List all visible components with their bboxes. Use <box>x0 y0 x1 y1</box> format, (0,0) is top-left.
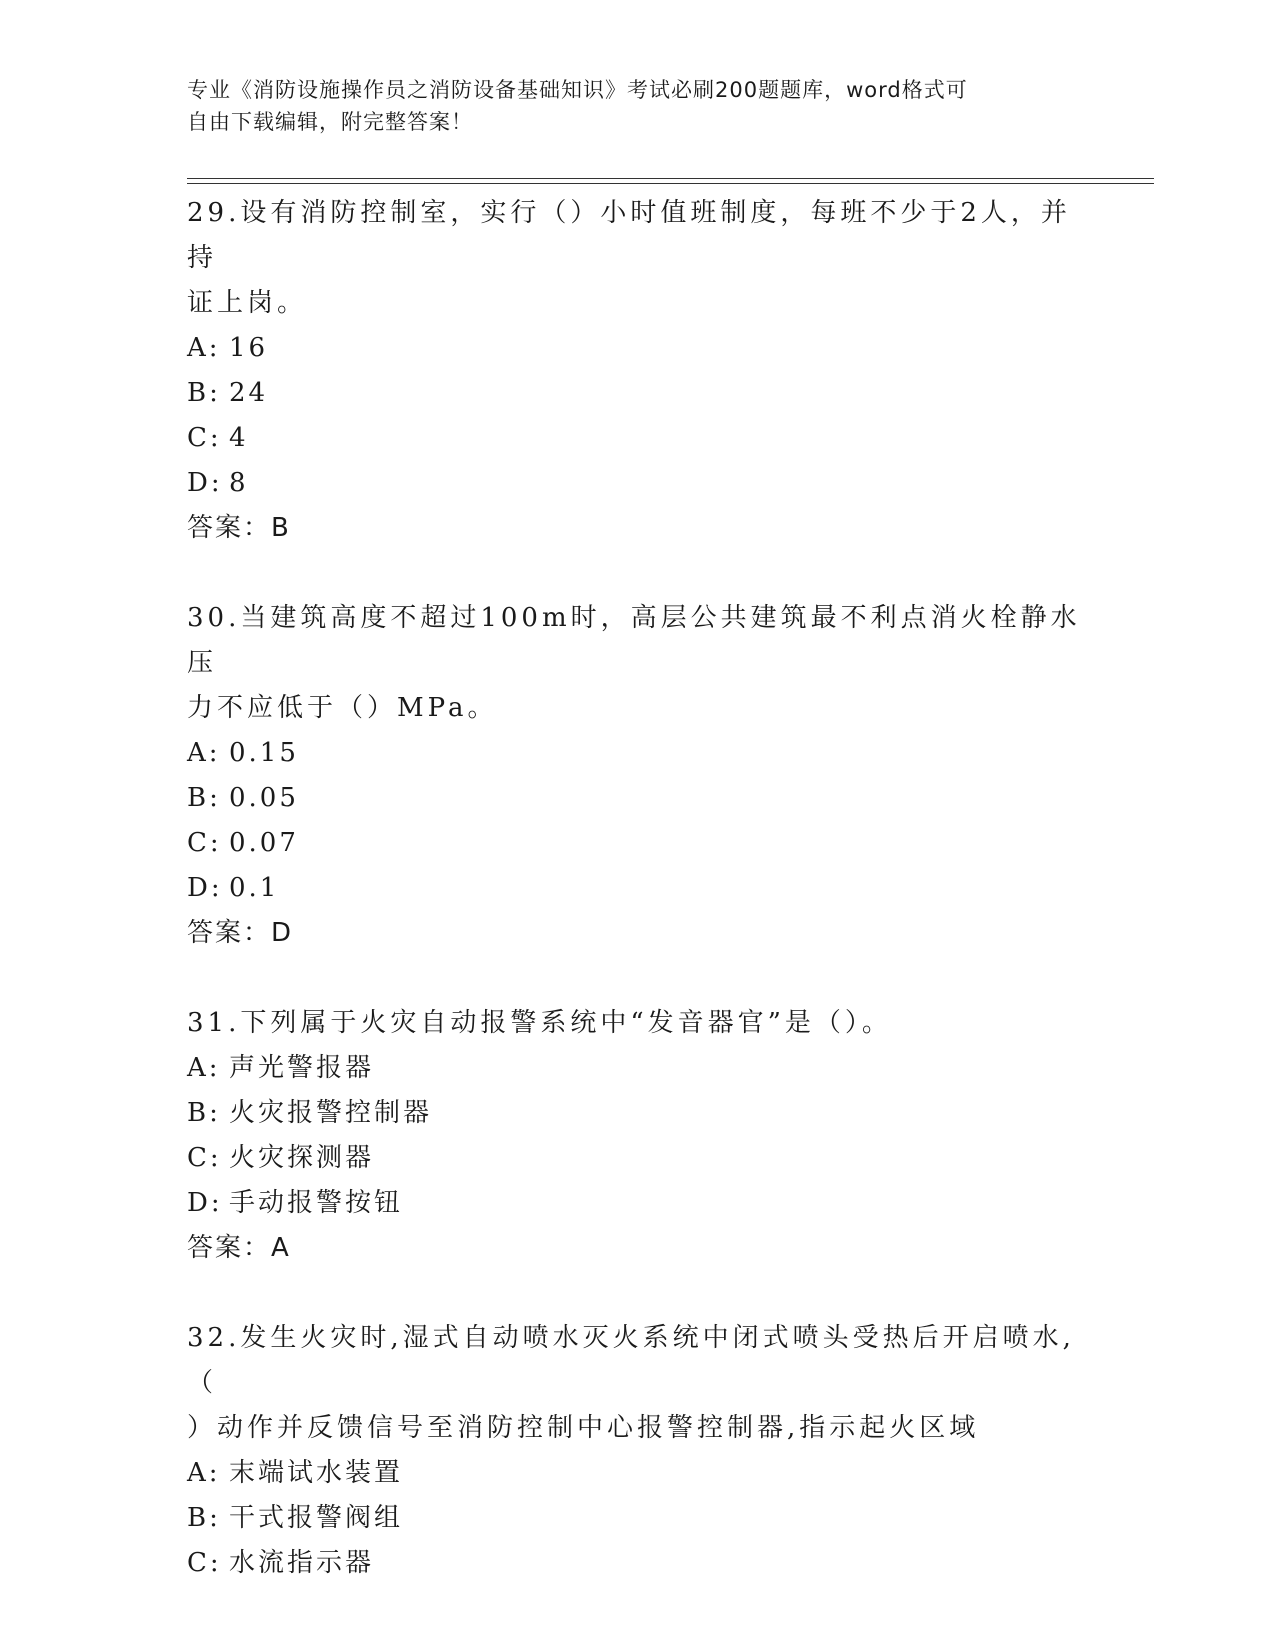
answer-value: B <box>271 513 291 543</box>
option-text: 0.07 <box>229 828 299 858</box>
option-letter: A: <box>187 738 221 768</box>
option-letter: D: <box>187 1188 223 1218</box>
option-text: 0.15 <box>229 738 299 768</box>
question-block <box>187 596 1087 956</box>
document-header <box>187 74 1067 138</box>
question-text: 力不应低于（）MPa。 <box>187 693 498 723</box>
option-row <box>187 1541 1087 1586</box>
option-text: 4 <box>229 423 249 453</box>
option-row <box>187 1046 1087 1091</box>
option-text: 火灾报警控制器 <box>229 1098 433 1128</box>
option-row <box>187 371 1087 416</box>
header-divider-top <box>187 178 1154 179</box>
answer-value: A <box>271 1233 291 1263</box>
option-letter: A: <box>187 1458 221 1488</box>
option-letter: C: <box>187 1143 222 1173</box>
option-letter: C: <box>187 423 222 453</box>
answer-line <box>187 911 1087 956</box>
option-row <box>187 1451 1087 1496</box>
option-text: 干式报警阀组 <box>229 1503 404 1533</box>
question-block <box>187 1001 1087 1271</box>
option-row <box>187 821 1087 866</box>
option-text: 16 <box>229 333 269 363</box>
header-divider-bottom <box>187 183 1154 184</box>
answer-label: 答案： <box>187 918 272 948</box>
option-row <box>187 326 1087 371</box>
question-list <box>187 191 1087 1631</box>
option-letter: D: <box>187 468 223 498</box>
option-letter: D: <box>187 873 223 903</box>
option-letter: A: <box>187 1053 221 1083</box>
question-text: ）动作并反馈信号至消防控制中心报警控制器,指示起火区域 <box>187 1413 980 1443</box>
header-line-2: 自由下载编辑，附完整答案！ <box>187 110 473 134</box>
option-row <box>187 866 1087 911</box>
question-text: 证上岗。 <box>187 288 308 318</box>
answer-line <box>187 1226 1087 1271</box>
question-block <box>187 1316 1087 1586</box>
option-row <box>187 1136 1087 1181</box>
option-row <box>187 1181 1087 1226</box>
option-letter: C: <box>187 1548 222 1578</box>
option-text: 水流指示器 <box>229 1548 375 1578</box>
header-line-1: 专业《消防设施操作员之消防设备基础知识》考试必刷200题题库，word格式可 <box>187 78 968 102</box>
question-text: 30.当建筑高度不超过100m时，高层公共建筑最不利点消火栓静水压 <box>187 603 1081 678</box>
answer-label: 答案： <box>187 513 272 543</box>
option-letter: B: <box>187 1503 221 1533</box>
option-text: 声光警报器 <box>229 1053 375 1083</box>
option-row <box>187 1091 1087 1136</box>
option-text: 0.1 <box>229 873 280 903</box>
answer-label: 答案： <box>187 1233 272 1263</box>
question-text: 31.下列属于火灾自动报警系统中“发音器官”是（）。 <box>187 1008 892 1038</box>
option-text: 24 <box>229 378 269 408</box>
question-text: 29.设有消防控制室，实行（）小时值班制度，每班不少于2人，并持 <box>187 198 1071 273</box>
option-letter: B: <box>187 783 221 813</box>
option-row <box>187 731 1087 776</box>
option-text: 8 <box>229 468 249 498</box>
option-text: 0.05 <box>229 783 299 813</box>
answer-value: D <box>271 918 294 948</box>
option-row <box>187 776 1087 821</box>
option-row <box>187 416 1087 461</box>
question-text: 32.发生火灾时,湿式自动喷水灭火系统中闭式喷头受热后开启喷水,（ <box>187 1323 1075 1398</box>
option-row <box>187 1496 1087 1541</box>
option-row <box>187 461 1087 506</box>
option-text: 手动报警按钮 <box>229 1188 404 1218</box>
option-letter: B: <box>187 378 221 408</box>
option-letter: C: <box>187 828 222 858</box>
option-text: 火灾探测器 <box>229 1143 375 1173</box>
option-text: 末端试水装置 <box>229 1458 404 1488</box>
answer-line <box>187 506 1087 551</box>
question-block <box>187 191 1087 551</box>
option-letter: A: <box>187 333 221 363</box>
option-letter: B: <box>187 1098 221 1128</box>
